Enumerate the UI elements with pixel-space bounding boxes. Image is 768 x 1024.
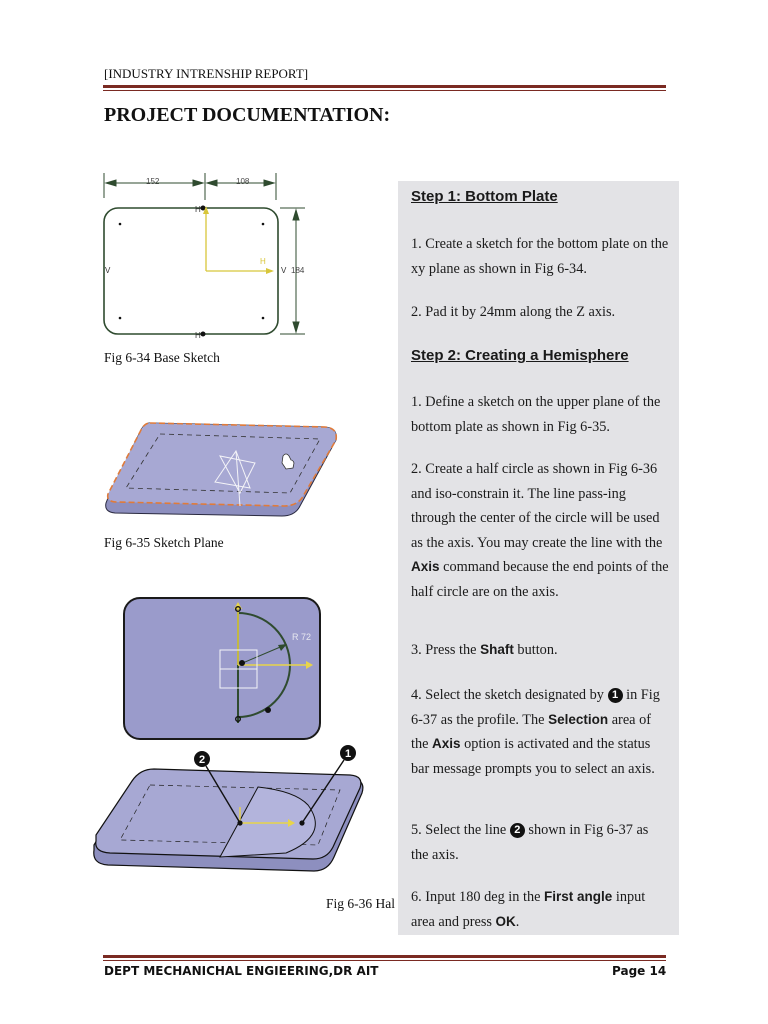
header-rule-thin [103,90,666,91]
svg-text:H: H [195,331,201,340]
paragraph-text: option is activated and the status bar message prompts you to select an axis. [411,736,655,777]
figure-caption-sketch-plane: Fig 6-35 Sketch Plane [104,535,224,550]
dim-right-label: 108 [236,177,250,186]
svg-text:H: H [195,205,201,214]
half-circle-figure [90,595,390,895]
footer-rule-thin [103,960,666,961]
paragraph-text: 5. Select the line [411,822,510,838]
figure-caption-base-sketch: Fig 6-34 Base Sketch [104,350,220,365]
sketch-plane-figure [100,418,340,523]
bold-term-selection: Selection [548,711,609,727]
svg-text:V: V [281,266,287,275]
paragraph-text: input area and press [411,889,646,930]
paragraph-text: 2. Create a half circle as shown in Fig 6-36 and iso-constrain it. The line pass-ing through the center of the circle will be used as the axis. You may create the line with the [411,461,663,551]
footer-page-number: Page 14 [612,964,667,978]
callout-1-badge: 1 [608,688,623,703]
base-sketch-figure [100,170,315,345]
paragraph-text: 4. Select the sketch designated by [411,687,608,703]
page-title: PROJECT DOCUMENTATION: [104,104,391,126]
callout-2-badge: 2 [510,823,525,838]
paragraph-text: button. [513,642,558,658]
step-1-paragraph-1: 1. Create a sketch for the bottom plate on the xy plane as shown in Fig 6-34. [411,236,669,277]
paragraph-text: area of the [411,711,651,752]
footer-rule [103,955,666,958]
header-rule [103,85,666,88]
step-2-paragraph-2 [411,457,669,612]
bold-term-axis: Axis [411,559,440,574]
callout-2-number: 2 [198,754,206,766]
dim-height-label: 184 [291,266,305,275]
step-2-paragraph-4 [411,683,669,793]
step-1-paragraph-2: 2. Pad it by 24mm along the Z axis. [411,304,616,320]
paragraph-text: 3. Press the [411,642,481,658]
figure-caption-half-circle: Fig 6-36 Hal [326,896,395,911]
bold-term-ok: OK [495,913,516,929]
step-2-heading: Step 2: Creating a Hemisphere [411,347,629,364]
paragraph-text: in Fig 6-37 as the profile. The [411,687,660,728]
paragraph-text: command because the end points of the half circle are on the axis. [411,559,669,600]
step-1-heading: Step 1: Bottom Plate [411,188,558,205]
footer-department: DEPT MECHANICHAL ENGIEERING,DR AIT [104,964,379,978]
svg-text:V: V [105,266,111,275]
bold-term-shaft: Shaft [480,642,514,657]
step-2-paragraph-5 [411,818,669,867]
bold-term-first-angle: First angle [544,889,613,904]
step-2-paragraph-3 [411,638,669,663]
paragraph-text: shown in Fig 6-37 as the axis. [411,822,649,863]
step-2-paragraph-1: 1. Define a sketch on the upper plane of the bottom plate as shown in Fig 6-35. [411,394,661,435]
bold-term-axis: Axis [432,736,461,751]
running-header: [INDUSTRY INTRENSHIP REPORT] [104,66,309,81]
paragraph-text: . [515,913,520,930]
dim-left-label: 152 [146,177,160,186]
step-2-paragraph-6 [411,885,669,934]
paragraph-text: 6. Input 180 deg in the [411,889,545,905]
callout-1-number: 1 [344,748,352,760]
axis-h-label: H [260,257,266,266]
radius-label: R 72 [292,632,312,642]
